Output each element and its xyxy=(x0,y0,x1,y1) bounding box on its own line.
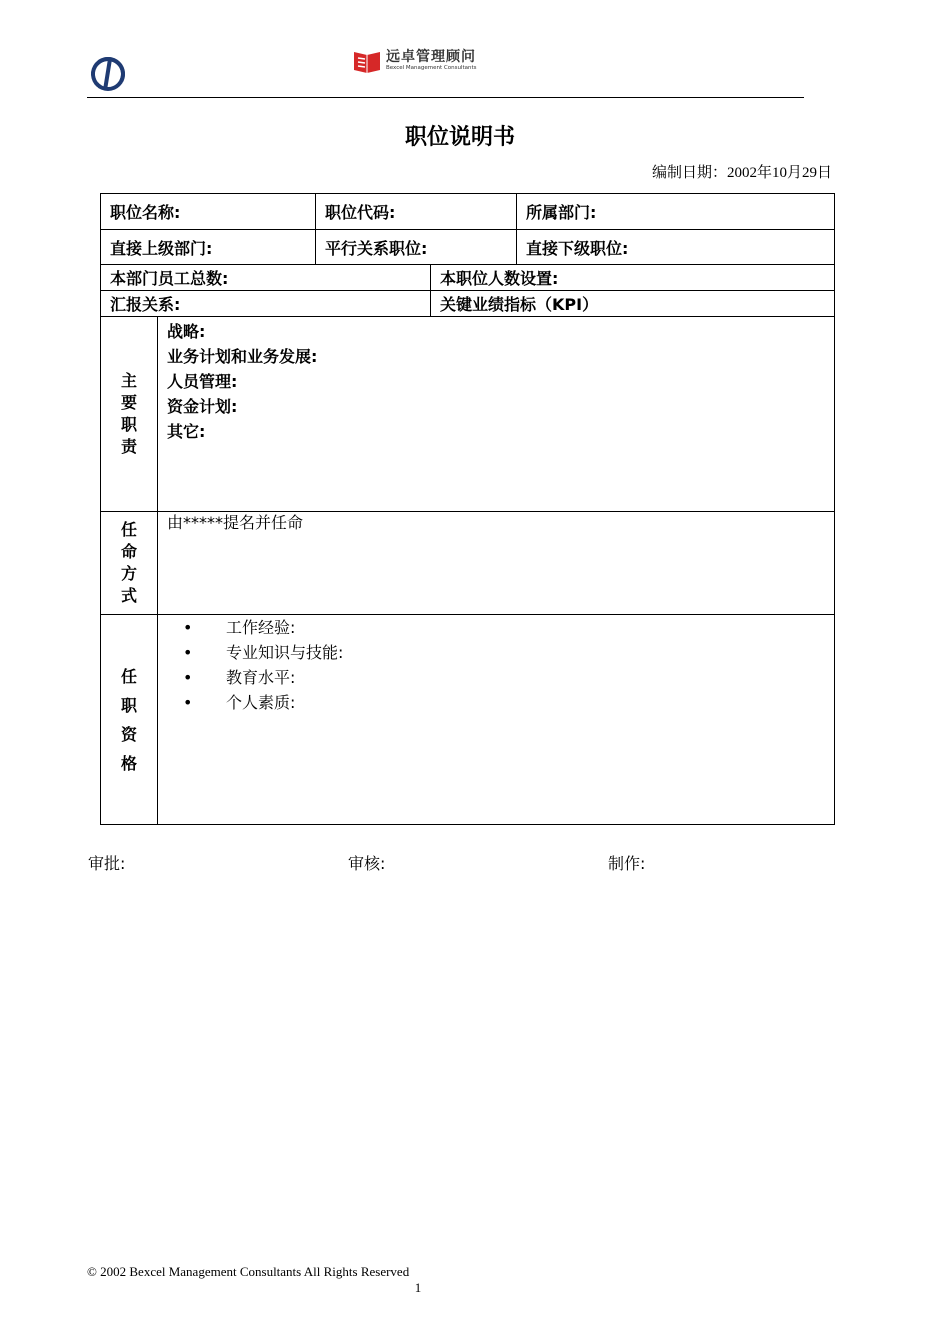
qualifications-label: 任 职 资 格 xyxy=(101,615,158,825)
copyright-notice: © 2002 Bexcel Management Consultants All Rights Reserved xyxy=(87,1264,410,1279)
approve-label: 审批: xyxy=(88,854,126,873)
qualifications-cell[interactable] xyxy=(158,615,835,825)
qualification-item: • 工作经验: xyxy=(158,615,834,640)
duty-item: 人员管理: xyxy=(167,372,238,391)
qualifications-list xyxy=(158,615,834,715)
field-dept-headcount[interactable]: 本部门员工总数: xyxy=(101,265,431,291)
header-divider xyxy=(87,97,804,98)
appointment-text[interactable]: 由*****提名并任命 xyxy=(158,512,835,615)
duty-item: 其它: xyxy=(167,422,206,441)
field-position-code[interactable]: 职位代码: xyxy=(316,194,517,230)
brand-logo xyxy=(352,48,477,74)
review-label: 审核: xyxy=(348,854,386,873)
field-kpi[interactable]: 关键业绩指标（KPI） xyxy=(431,291,835,317)
brand-name-cn: 远卓管理顾问 xyxy=(386,49,476,66)
field-superior-dept[interactable]: 直接上级部门: xyxy=(101,230,316,265)
main-duties-cell[interactable] xyxy=(158,317,835,512)
page-number: 1 xyxy=(414,1280,422,1295)
field-position-name[interactable]: 职位名称: xyxy=(101,194,316,230)
field-reporting[interactable]: 汇报关系: xyxy=(101,291,431,317)
date-line: 编制日期：2002年10月29日 xyxy=(651,165,832,181)
duty-item: 业务计划和业务发展: xyxy=(167,347,318,366)
qualification-item: • 教育水平: xyxy=(158,665,834,690)
field-position-headcount[interactable]: 本职位人数设置: xyxy=(431,265,835,291)
field-department[interactable]: 所属部门: xyxy=(517,194,835,230)
prepare-label: 制作: xyxy=(608,854,646,873)
appointment-label: 任 命 方 式 xyxy=(101,512,158,615)
book-icon xyxy=(352,49,382,73)
position-form xyxy=(100,193,835,825)
main-duties-label: 主 要 职 责 xyxy=(101,317,158,512)
brand-name-en: Bexcel Management Consultants xyxy=(386,65,477,72)
field-parallel-positions[interactable]: 平行关系职位: xyxy=(316,230,517,265)
main-duties-list xyxy=(167,317,834,444)
duty-item: 资金计划: xyxy=(167,397,238,416)
field-subordinate-positions[interactable]: 直接下级职位: xyxy=(517,230,835,265)
qualification-item: • 个人素质: xyxy=(158,690,834,715)
company-logo xyxy=(88,54,128,94)
page-title: 职位说明书 xyxy=(404,125,515,150)
qualification-item: • 专业知识与技能: xyxy=(158,640,834,665)
duty-item: 战略: xyxy=(167,322,206,341)
